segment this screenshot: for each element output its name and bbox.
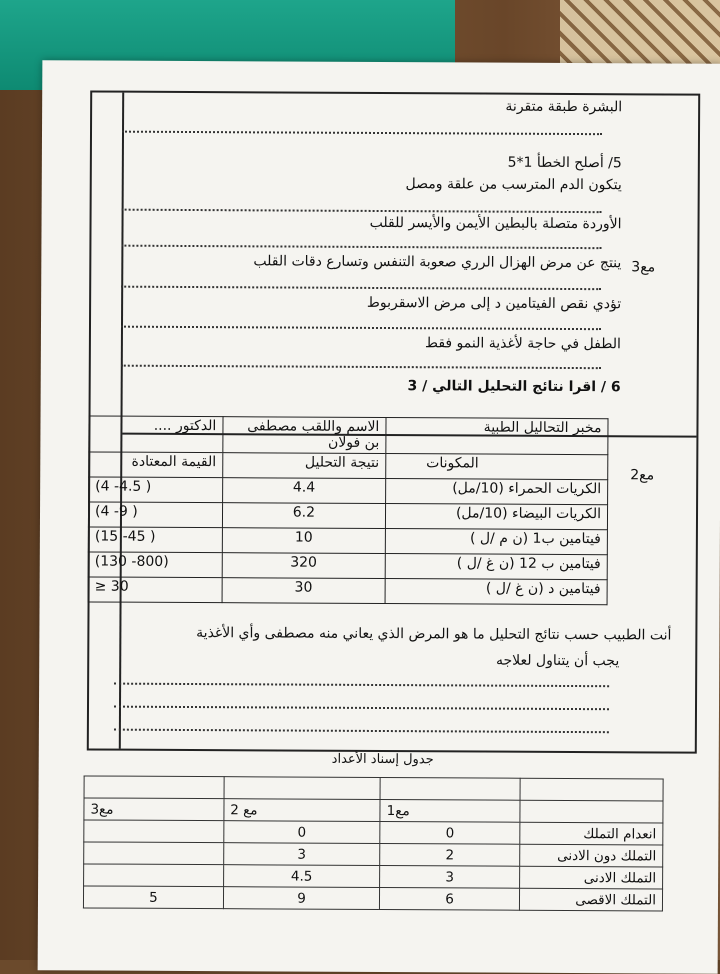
header-c2: مع 2: [224, 799, 381, 822]
score-cell: 6: [380, 888, 520, 911]
level-label: التملك دون الادنى: [520, 844, 663, 867]
score-cell: 4.5: [223, 865, 380, 888]
doctor-name: الدكتور ....: [89, 416, 223, 453]
criterion-2-label: مع2: [630, 467, 655, 484]
result-cell: 10: [222, 528, 385, 554]
result-cell: 6.2: [222, 503, 385, 529]
q4-line: البشرة طبقة متقرنة: [505, 98, 623, 116]
header-c3: مع3: [84, 798, 224, 821]
score-cell: 0: [224, 821, 381, 844]
q5-item-2: الأوردة متصلة بالبطين الأيمن والأيسر للقلب: [369, 214, 622, 233]
table-row: [84, 842, 663, 867]
q5-item-4: تؤدي نقص الفيتامين د إلى مرض الاسقربوط: [366, 294, 622, 313]
score-cell: 3: [223, 843, 380, 866]
normal-cell: (800- 130): [88, 552, 222, 578]
patterned-cloth: [560, 0, 720, 70]
result-cell: 30: [222, 578, 385, 604]
header-c1: مع1: [380, 800, 520, 823]
score-cell: [84, 864, 224, 887]
component-cell: الكريات الحمراء (10/مل): [385, 479, 607, 505]
table-row: [89, 477, 608, 505]
score-cell: 0: [380, 822, 520, 845]
table-row: [88, 502, 607, 530]
patient-name: الاسم واللقب مصطفى بن فولان: [223, 417, 386, 454]
grading-caption: جدول إسناد الأعداد: [331, 751, 434, 768]
col-components: المكونات: [386, 454, 608, 480]
exam-sheet: [38, 60, 720, 974]
criterion-3-label: مع3: [631, 259, 656, 276]
normal-cell: ( 45- 15): [88, 527, 222, 553]
col-normal: القيمة المعتادة: [89, 452, 223, 478]
score-cell: [84, 820, 224, 843]
grading-table: [83, 775, 664, 911]
level-label: انعدام التملك: [520, 822, 663, 845]
analysis-table: [88, 415, 609, 605]
q6-question-line2: يجب أن يتناول لعلاجه: [495, 652, 620, 670]
level-label: التملك الادنى: [520, 866, 663, 889]
normal-cell: ( 4.5- 4): [89, 477, 223, 503]
score-cell: 2: [380, 844, 520, 867]
score-cell: 5: [83, 886, 223, 909]
component-cell: الكريات البيضاء (10/مل): [385, 504, 607, 530]
table-row: [88, 527, 607, 555]
component-cell: فيتامين ب 12 (ن غ /ل ): [385, 554, 607, 580]
score-cell: 9: [223, 887, 380, 910]
table-row: [83, 886, 662, 911]
col-result: نتيجة التحليل: [223, 453, 386, 479]
q5-title: 5/ أصلح الخطأ 1*5: [507, 154, 622, 172]
table-row: [88, 577, 607, 605]
table-row: [84, 864, 663, 889]
normal-cell: 30 ≤: [88, 577, 222, 603]
q6-title: 6 / اقرا نتائج التحليل التالي / 3: [407, 378, 621, 396]
level-label: التملك الاقصى: [519, 888, 662, 911]
result-cell: 4.4: [222, 478, 385, 504]
component-cell: فيتامين د (ن غ /ل ): [385, 579, 607, 605]
q5-item-1: يتكون الدم المترسب من علقة ومصل: [405, 176, 622, 194]
component-cell: فيتامين ب1 (ن م /ل ): [385, 529, 607, 555]
score-cell: [84, 842, 224, 865]
q6-question-line1: أنت الطبيب حسب نتائج التحليل ما هو المرض الذي يعاني منه مصطفى وأي الأغذية: [196, 625, 672, 644]
table-row: [84, 820, 663, 845]
normal-cell: ( 9- 4): [88, 502, 222, 528]
result-cell: 320: [222, 553, 385, 579]
q5-item-3: ينتج عن مرض الهزال الرري صعوبة التنفس وتسارع دقات القلب: [253, 253, 622, 272]
table-row: [88, 552, 607, 580]
q5-item-5: الطفل في حاجة لأغذية النمو فقط: [425, 335, 621, 353]
score-cell: 3: [380, 866, 520, 889]
lab-name: مخبر التحاليل الطبية: [386, 418, 608, 455]
